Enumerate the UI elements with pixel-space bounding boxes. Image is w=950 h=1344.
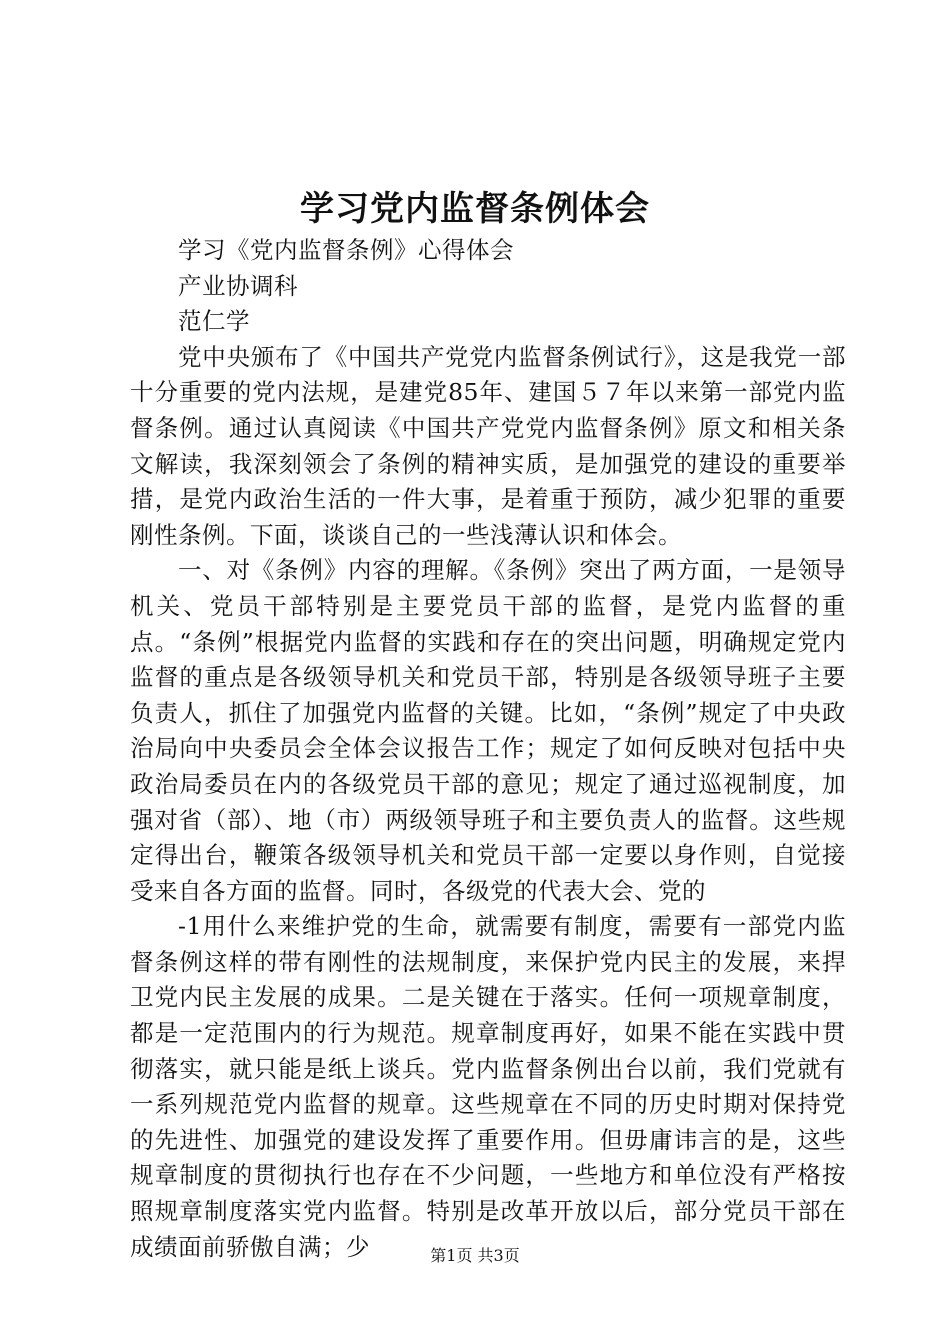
- paragraph-understanding: 一、对《条例》内容的理解。《条例》突出了两方面，一是领导机关、党员干部特别是主要党员干部的监督，是党内监督的重点。“条例”根据党内监督的实践和存在的突出问题，明确规定党内监督的重点是各级领导机关和党员干部，特别是各级领导班子主要负责人，抓住了加强党内监督的关键。比如，“条例”规定了中央政治局向中央委员会全体会议报告工作；规定了如何反映对包括中央政治局委员在内的各级党员干部的意见；规定了通过巡视制度，加强对省（部）、地（市）两级领导班子和主要负责人的监督。这些规定得出台，鞭策各级领导机关和党员干部一定要以身作则，自觉接受来自各方面的监督。同时，各级党的代表大会、党的: [130, 556, 846, 905]
- document-title: 学习党内监督条例体会: [300, 189, 650, 229]
- paragraph-implementation: -1用什么来维护党的生命，就需要有制度，需要有一部党内监督条例这样的带有刚性的法规制度，来保护党内民主的发展，来捍卫党内民主发展的成果。二是关键在于落实。任何一项规章制度，都是一定范围内的行为规范。规章制度再好，如果不能在实践中贯彻落实，就只能是纸上谈兵。党内监督条例出台以前，我们党就有一系列规范党内监督的规章。这些规章在不同的历史时期对保持党的先进性、加强党的建设发挥了重要作用。但毋庸讳言的是，这些规章制度的贯彻执行也存在不少问题，一些地方和单位没有严格按照规章制度落实党内监督。特别是改革开放以后，部分党员干部在成绩面前骄傲自满；少: [130, 912, 846, 1261]
- document-body: [130, 233, 846, 1265]
- document-author: 范仁学: [178, 307, 250, 336]
- paragraph-intro: 党中央颁布了《中国共产党党内监督条例试行》，这是我党一部十分重要的党内法规，是建党85年、建国５７年以来第一部党内监督条例。通过认真阅读《中国共产党党内监督条例》原文和相关条文解读，我深刻领会了条例的精神实质，是加强党的建设的重要举措，是党内政治生活的一件大事，是着重于预防，减少犯罪的重要刚性条例。下面，谈谈自己的一些浅薄认识和体会。: [130, 342, 846, 549]
- page-number-footer: 第1页 共3页: [430, 1246, 520, 1265]
- document-subtitle: 学习《党内监督条例》心得体会: [178, 236, 514, 264]
- document-department: 产业协调科: [178, 271, 298, 300]
